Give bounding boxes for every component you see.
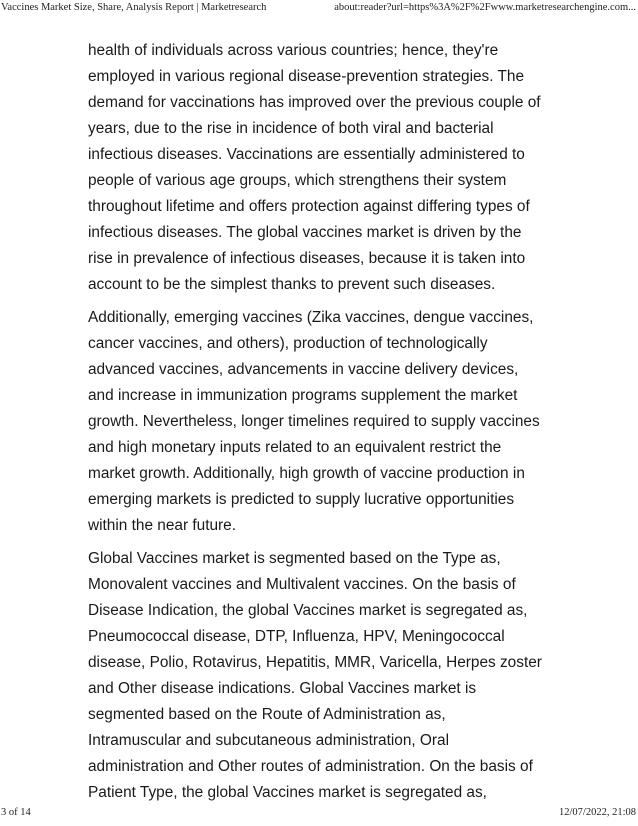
text-line: people of various age groups, which strengthens their system	[88, 172, 507, 189]
text-line: Intramuscular and subcutaneous administration, Oral	[88, 732, 450, 749]
text-line: market growth. Additionally, high growth of vaccine production in	[88, 465, 525, 482]
text-line: administration and Other routes of administration. On the basis of	[88, 758, 533, 775]
paragraph-2	[88, 305, 558, 539]
text-line: Patient Type, the global Vaccines market is segregated as,	[88, 784, 487, 801]
text-line: emerging markets is predicted to supply lucrative opportunities	[88, 491, 515, 508]
print-header	[0, 2, 638, 18]
text-line: infectious diseases. The global vaccines market is driven by the	[88, 224, 522, 241]
paragraph-3	[88, 546, 558, 806]
text-line: growth. Nevertheless, longer timelines required to supply vaccines	[88, 413, 540, 430]
text-line: Additionally, emerging vaccines (Zika vaccines, dengue vaccines,	[88, 309, 534, 326]
text-line: infectious diseases. Vaccinations are essentially administered to	[88, 146, 525, 163]
text-line: account to be the simplest thanks to prevent such diseases.	[88, 276, 496, 293]
text-line: Monovalent vaccines and Multivalent vaccines. On the basis of	[88, 576, 516, 593]
text-line: within the near future.	[88, 517, 237, 534]
paragraph-1	[88, 38, 558, 298]
print-header-url: about:reader?url=https%3A%2F%2Fwww.marketresearchengine.com...	[334, 2, 636, 13]
text-line: and increase in immunization programs supplement the market	[88, 387, 518, 404]
text-line: and Other disease indications. Global Vaccines market is	[88, 680, 477, 697]
text-line: throughout lifetime and offers protection against differing types of	[88, 198, 530, 215]
print-datetime: 12/07/2022, 21:08	[558, 807, 636, 818]
text-line: years, due to the rise in incidence of both viral and bacterial	[88, 120, 494, 137]
print-footer	[0, 807, 638, 823]
text-line: demand for vaccinations has improved over the previous couple of	[88, 94, 541, 111]
text-line: rise in prevalence of infectious diseases, because it is taken into	[88, 250, 526, 267]
text-line: and high monetary inputs related to an equivalent restrict the	[88, 439, 502, 456]
page-number: 3 of 14	[1, 807, 31, 818]
print-header-title: Vaccines Market Size, Share, Analysis Report | Marketresearch	[1, 2, 267, 13]
text-line: disease, Polio, Rotavirus, Hepatitis, MMR, Varicella, Herpes zoster	[88, 654, 542, 671]
text-line: health of individuals across various countries; hence, they're	[88, 42, 499, 59]
text-line: Disease Indication, the global Vaccines market is segregated as,	[88, 602, 528, 619]
text-line: Pneumococcal disease, DTP, Influenza, HPV, Meningococcal	[88, 628, 505, 645]
text-line: advanced vaccines, advancements in vaccine delivery devices,	[88, 361, 519, 378]
article-body	[88, 38, 558, 813]
text-line: cancer vaccines, and others), production of technologically	[88, 335, 488, 352]
text-line: Global Vaccines market is segmented based on the Type as,	[88, 550, 501, 567]
text-line: employed in various regional disease-prevention strategies. The	[88, 68, 525, 85]
text-line: segmented based on the Route of Administration as,	[88, 706, 446, 723]
